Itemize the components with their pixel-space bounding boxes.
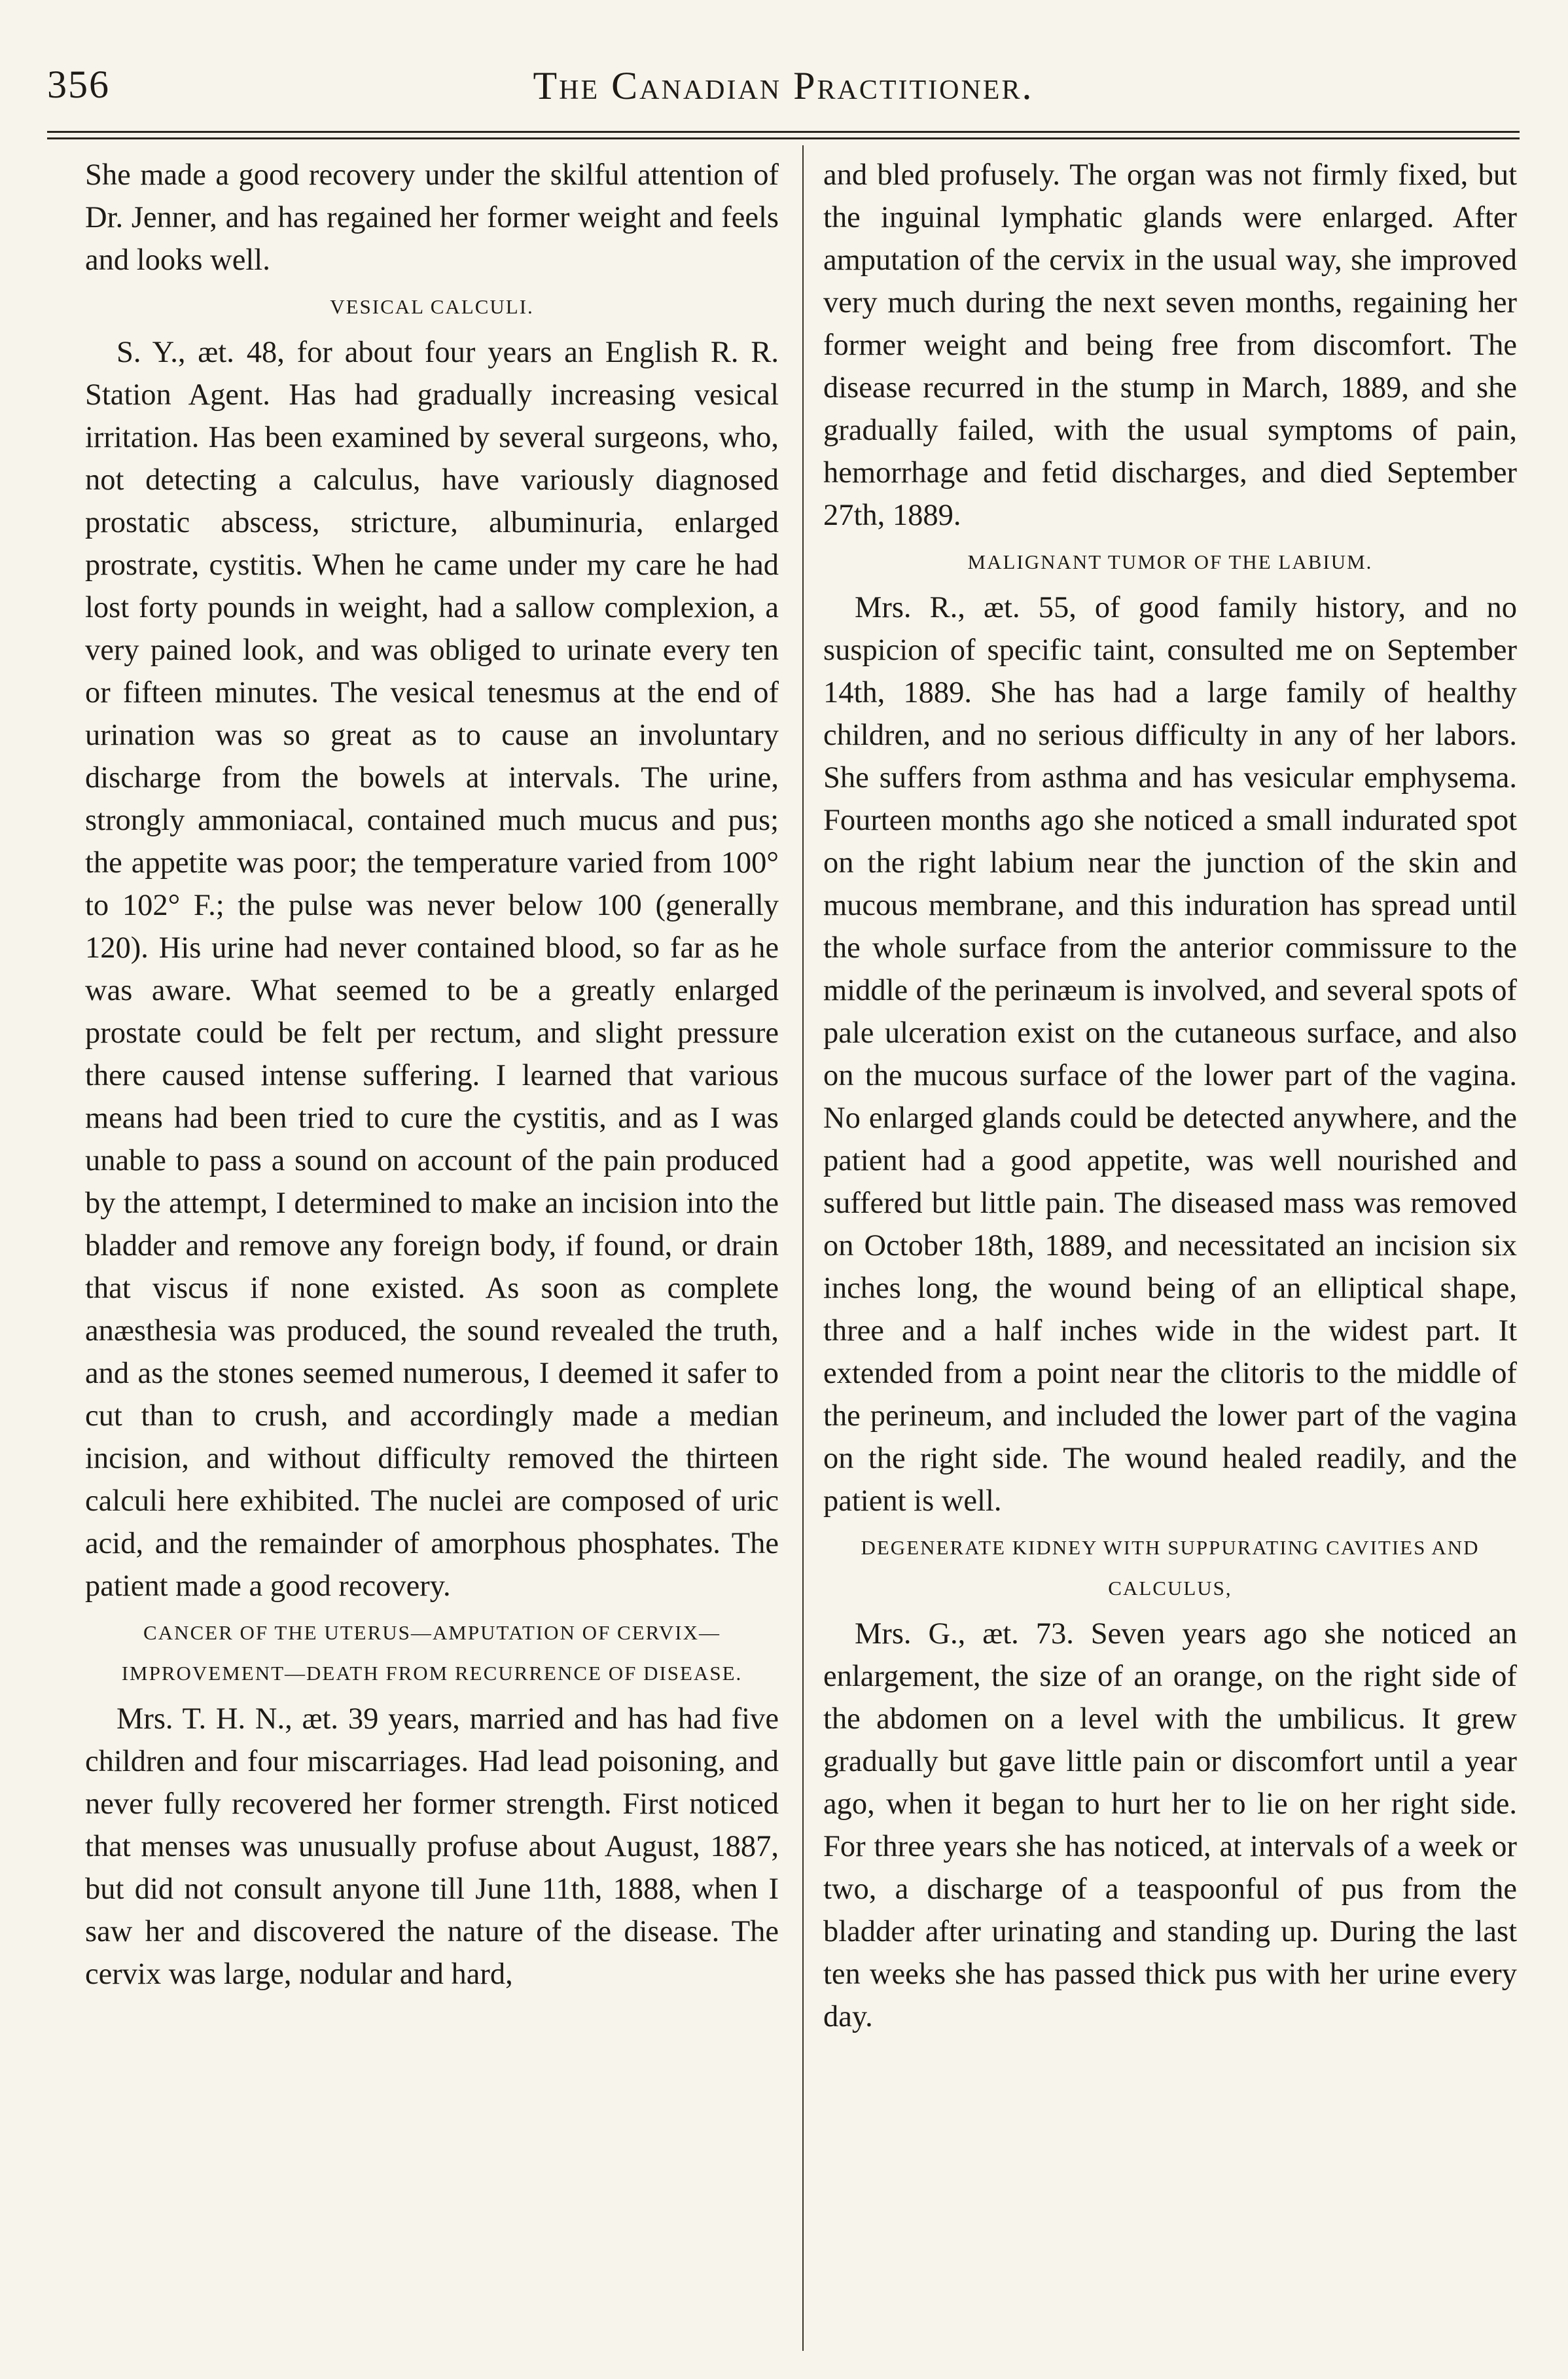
left-column <box>85 154 779 1995</box>
paragraph: She made a good recovery under the skilful attention of Dr. Jenner, and has regained her former weight and feels and looks well. <box>85 158 779 277</box>
header-rule-bottom <box>47 137 1520 139</box>
paragraph: Mrs. R., æt. 55, of good family history, and no suspicion of specific taint, consulted me on September 14th, 1889. She has had a large family of healthy children, and no serious difficulty in any of her labors. She suffers from asthma and has vesicular emphysema. Fourteen months ago she noticed a small indurated spot on the right labium near the junction of the skin and mucous membrane, and this induration has spread until the whole surface from the anterior commissure to the middle of the perinæum is involved, and several spots of pale ulceration exist on the cutaneous surface, and also on the mucous surface of the lower part of the vagina. No enlarged glands could be detected anywhere, and the patient had a good appetite, was well nourished and suffered but little pain. The diseased mass was removed on October 18th, 1889, and necessitated an incision six inches long, the wound being of an elliptical shape, three and a half inches wide in the widest part. It extended from a point near the clitoris to the middle of the perineum, and included the lower part of the vagina on the right side. The wound healed readily, and the patient is well. <box>823 591 1517 1518</box>
paragraph: and bled profusely. The organ was not firmly fixed, but the inguinal lymphatic glands were enlarged. After amputation of the cervix in the usual way, she improved very much during the next seven months, regaining her former weight and being free from discomfort. The disease recurred in the stump in March, 1889, and she gradually failed, with the usual symptoms of pain, hemorrhage and fetid discharges, and died September 27th, 1889. <box>823 158 1517 532</box>
paragraph: Mrs. T. H. N., æt. 39 years, married and has had five children and four miscarriages. Had lead poisoning, and never fully recovered her former strength. First noticed that menses was unusually profuse about August, 1887, but did not consult anyone till June 11th, 1888, when I saw her and discovered the nature of the disease. The cervix was large, nodular and hard, <box>85 1702 779 1991</box>
header-rule-top <box>47 131 1520 133</box>
section-heading-degenerate-kidney: DEGENERATE KIDNEY WITH SUPPURATING CAVITIES AND CALCULUS, <box>861 1536 1480 1600</box>
running-title: The Canadian Practitioner. <box>533 64 1034 107</box>
section-heading-malignant-tumor: MALIGNANT TUMOR OF THE LABIUM. <box>967 550 1373 573</box>
page-header <box>47 62 1520 121</box>
section-heading-cancer-of-uterus: CANCER OF THE UTERUS—AMPUTATION OF CERVIX—IMPROVEMENT—DEATH FROM RECURRENCE OF DISEASE. <box>121 1621 743 1685</box>
right-column <box>823 154 1517 2038</box>
paragraph: S. Y., æt. 48, for about four years an English R. R. Station Agent. Has had gradually increasing vesical irritation. Has been examined by several surgeons, who, not detecting a calculus, have variously diagnosed prostatic abscess, stricture, albuminuria, enlarged prostrate, cystitis. When he came under my care he had lost forty pounds in weight, had a sallow complexion, a very pained look, and was obliged to urinate every ten or fifteen minutes. The vesical tenesmus at the end of urination was so great as to cause an involuntary discharge from the bowels at intervals. The urine, strongly ammoniacal, contained much mucus and pus; the appetite was poor; the temperature varied from 100° to 102° F.; the pulse was never below 100 (generally 120). His urine had never contained blood, so far as he was aware. What seemed to be a greatly enlarged prostate could be felt per rectum, and slight pressure there caused intense suffering. I learned that various means had been tried to cure the cystitis, and as I was unable to pass a sound on account of the pain produced by the attempt, I determined to make an incision into the bladder and remove any foreign body, if found, or drain that viscus if none existed. As soon as complete anæsthesia was produced, the sound revealed the truth, and as the stones seemed numerous, I deemed it safer to cut than to crush, and accordingly made a median incision, and without difficulty removed the thirteen calculi here exhibited. The nuclei are composed of uric acid, and the remainder of amorphous phosphates. The patient made a good recovery. <box>85 336 779 1603</box>
paragraph: Mrs. G., æt. 73. Seven years ago she noticed an enlargement, the size of an orange, on the right side of the abdomen on a level with the umbilicus. It grew gradually but gave little pain or discomfort until a year ago, when it began to hurt her to lie on her right side. For three years she has noticed, at intervals of a week or two, a discharge of a teaspoonful of pus from the bladder after urinating and standing up. During the last ten weeks she has passed thick pus with her urine every day. <box>823 1617 1517 2033</box>
column-divider <box>802 145 804 2351</box>
page-number: 356 <box>47 63 110 106</box>
section-heading-vesical-calculi: VESICAL CALCULI. <box>330 295 534 318</box>
